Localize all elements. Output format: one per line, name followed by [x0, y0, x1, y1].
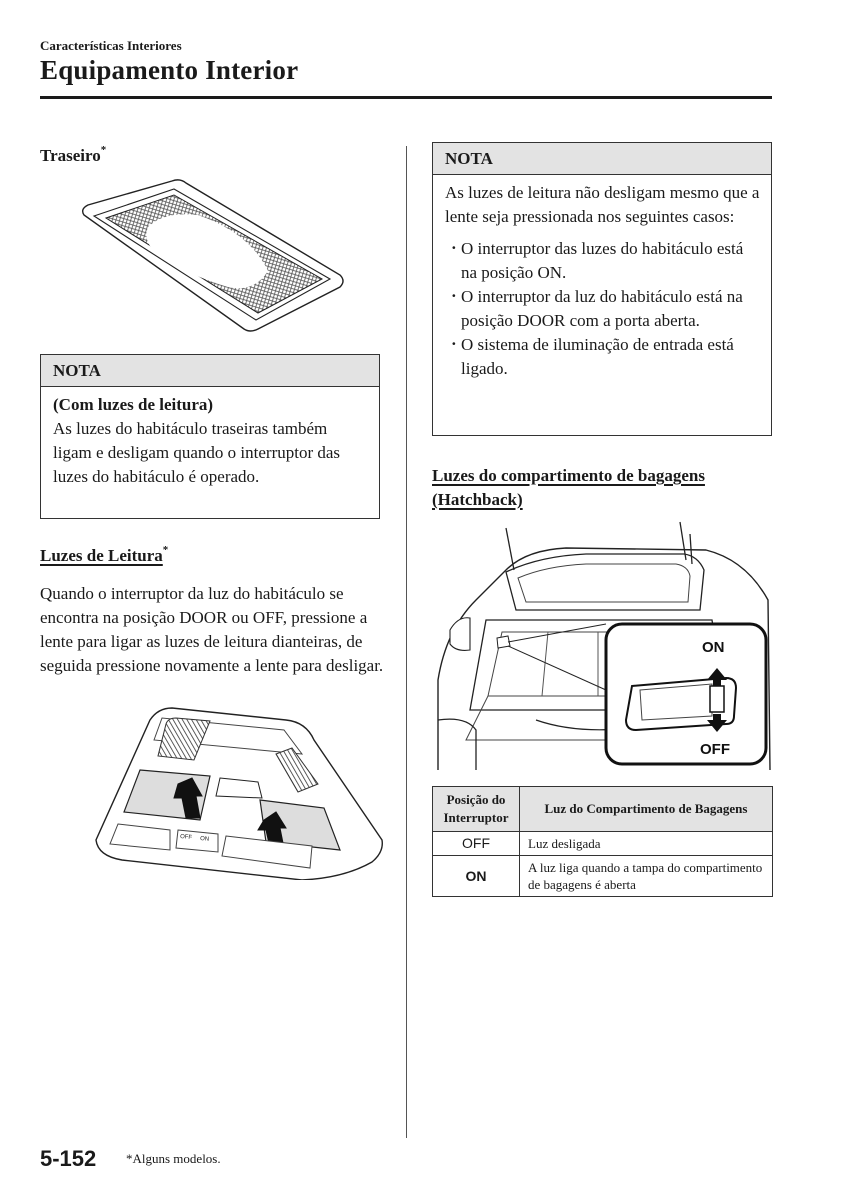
nota-subheading: (Com luzes de leitura): [53, 395, 214, 414]
rear-light-heading-text: Traseiro: [40, 146, 101, 165]
section-label: Características Interiores: [40, 38, 182, 53]
table-cell-description: A luz liga quando a tampa do compartimento de bagagens é aberta: [520, 856, 773, 897]
table-cell-position: ON: [433, 856, 520, 897]
nota-bullet-list: [445, 237, 761, 381]
nota-intro: As luzes de leitura não desligam mesmo que a lente seja pressionada nos seguintes casos:: [445, 183, 760, 226]
luggage-light-heading-line1: Luzes do compartimento de bagagens: [432, 466, 705, 485]
table-header-position: Posição do Interruptor: [433, 787, 520, 832]
reading-light-asterisk: *: [162, 544, 169, 556]
nota-bullet-item: · O interruptor das luzes do habitáculo está na posição ON.: [445, 237, 761, 285]
footnote: *Alguns modelos.: [126, 1151, 221, 1166]
rear-nota-box: [40, 354, 380, 519]
nota-text: As luzes do habitáculo traseiras também ligam e desligam quando o interruptor das luzes do habitáculo é operado.: [53, 419, 341, 486]
reading-light-heading-text: Luzes de Leitura: [40, 546, 163, 565]
rear-room-light-illustration: [78, 175, 348, 335]
table-cell-position: OFF: [433, 832, 520, 856]
reading-light-text: Quando o interruptor da luz do habitáculo se encontra na posição DOOR ou OFF, pressione a lente para ligar as luzes de leitura dianteiras, de seguida pressione novamente a lente para desligar.: [40, 584, 384, 675]
luggage-light-heading-line2: (Hatchback): [432, 490, 523, 509]
page-number: 5-152: [40, 1146, 97, 1171]
hatchback-illustration: [436, 520, 772, 770]
illustration-on-label: ON: [702, 639, 725, 656]
reading-light-heading: [40, 546, 168, 566]
nota-label: NOTA: [41, 355, 379, 387]
table-header-light: Luz do Compartimento de Bagagens: [520, 787, 773, 832]
column-divider: [406, 146, 407, 1138]
table-row: [433, 832, 773, 856]
table-row: [433, 856, 773, 897]
nota-label: NOTA: [433, 143, 771, 175]
reading-light-illustration: [92, 700, 392, 880]
nota-bullet-item: · O interruptor da luz do habitáculo está na posição DOOR com a porta aberta.: [445, 285, 761, 333]
reading-nota-box: [432, 142, 772, 436]
luggage-light-heading: [432, 464, 705, 512]
nota-bullet-item: · O sistema de iluminação de entrada está ligado.: [445, 333, 761, 381]
title-rule: [40, 96, 772, 99]
illustration-off-label: OFF: [700, 741, 730, 758]
rear-light-asterisk: *: [100, 144, 107, 156]
page-title: Equipamento Interior: [40, 55, 299, 85]
rear-light-heading: [40, 146, 106, 166]
table-cell-description: Luz desligada: [520, 832, 773, 856]
reading-light-on-label: ON: [199, 836, 210, 843]
switch-position-table: [432, 786, 773, 897]
reading-light-off-label: OFF: [179, 834, 193, 842]
